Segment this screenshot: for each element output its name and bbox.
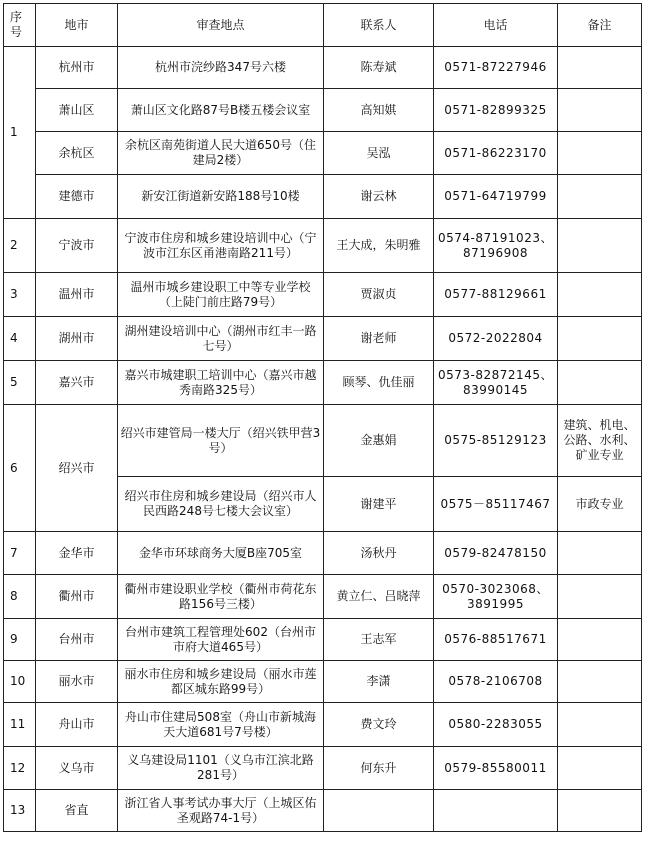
table-row — [4, 273, 642, 317]
remark-cell — [558, 317, 642, 361]
address-cell: 湖州建设培训中心（湖州市红丰一路七号） — [118, 317, 324, 361]
remark-cell — [558, 703, 642, 747]
contact-cell: 吴泓 — [324, 132, 434, 175]
seq-cell: 1 — [4, 47, 36, 219]
phone-cell: 0579-82478150 — [434, 532, 558, 575]
table-row — [4, 219, 642, 273]
phone-cell: 0575-85129123 — [434, 405, 558, 477]
address-cell: 台州市建筑工程管理处602（台州市市府大道465号） — [118, 619, 324, 661]
header-address: 审查地点 — [118, 4, 324, 47]
remark-cell — [558, 132, 642, 175]
city-cell: 建德市 — [36, 175, 118, 219]
remark-cell — [558, 361, 642, 405]
city-cell: 温州市 — [36, 273, 118, 317]
address-cell: 衢州市建设职业学校（衢州市荷花东路156号三楼） — [118, 575, 324, 619]
address-cell: 宁波市住房和城乡建设培训中心（宁波市江东区甬港南路211号） — [118, 219, 324, 273]
phone-cell — [434, 790, 558, 832]
phone-cell: 0574-87191023、87196908 — [434, 219, 558, 273]
table-row — [4, 361, 642, 405]
review-locations-table — [3, 3, 642, 832]
seq-cell: 5 — [4, 361, 36, 405]
remark-cell — [558, 661, 642, 703]
header-city: 地市 — [36, 4, 118, 47]
seq-cell: 4 — [4, 317, 36, 361]
seq-cell: 7 — [4, 532, 36, 575]
remark-cell — [558, 175, 642, 219]
city-cell: 宁波市 — [36, 219, 118, 273]
table-row — [4, 790, 642, 832]
contact-cell: 何东升 — [324, 747, 434, 790]
header-phone: 电话 — [434, 4, 558, 47]
phone-cell: 0577-88129661 — [434, 273, 558, 317]
table-row — [4, 405, 642, 477]
address-cell: 杭州市浣纱路347号六楼 — [118, 47, 324, 89]
city-cell: 台州市 — [36, 619, 118, 661]
city-cell: 舟山市 — [36, 703, 118, 747]
city-cell: 嘉兴市 — [36, 361, 118, 405]
city-cell: 丽水市 — [36, 661, 118, 703]
seq-cell: 11 — [4, 703, 36, 747]
table-row — [4, 317, 642, 361]
seq-cell: 3 — [4, 273, 36, 317]
header-seq: 序号 — [4, 4, 36, 47]
address-cell: 萧山区文化路87号B楼五楼会议室 — [118, 89, 324, 132]
address-cell: 浙江省人事考试办事大厅（上城区佑圣观路74-1号） — [118, 790, 324, 832]
table-row — [4, 132, 642, 175]
address-cell: 义乌建设局1101（义乌市江滨北路281号） — [118, 747, 324, 790]
phone-cell: 0576-88517671 — [434, 619, 558, 661]
seq-cell: 10 — [4, 661, 36, 703]
city-cell: 金华市 — [36, 532, 118, 575]
contact-cell: 高知娸 — [324, 89, 434, 132]
phone-cell: 0575－85117467 — [434, 477, 558, 532]
seq-cell: 8 — [4, 575, 36, 619]
remark-cell — [558, 790, 642, 832]
seq-cell: 2 — [4, 219, 36, 273]
city-cell: 杭州市 — [36, 47, 118, 89]
phone-cell: 0579-85580011 — [434, 747, 558, 790]
city-cell: 余杭区 — [36, 132, 118, 175]
contact-cell: 谢老师 — [324, 317, 434, 361]
phone-cell: 0570-3023068、3891995 — [434, 575, 558, 619]
remark-cell — [558, 47, 642, 89]
contact-cell: 谢建平 — [324, 477, 434, 532]
phone-cell: 0571-64719799 — [434, 175, 558, 219]
table-row — [4, 47, 642, 89]
address-cell: 金华市环球商务大厦B座705室 — [118, 532, 324, 575]
address-cell: 舟山市住建局508室（舟山市新城海天大道681号7号楼） — [118, 703, 324, 747]
contact-cell: 贾淑贞 — [324, 273, 434, 317]
remark-cell — [558, 575, 642, 619]
table-header-row — [4, 4, 642, 47]
remark-cell: 建筑、机电、公路、水利、矿业专业 — [558, 405, 642, 477]
table-row — [4, 703, 642, 747]
table-row — [4, 619, 642, 661]
city-cell: 萧山区 — [36, 89, 118, 132]
header-remark: 备注 — [558, 4, 642, 47]
phone-cell: 0571-87227946 — [434, 47, 558, 89]
remark-cell — [558, 273, 642, 317]
phone-cell: 0572-2022804 — [434, 317, 558, 361]
contact-cell: 王大成，朱明雅 — [324, 219, 434, 273]
contact-cell: 汤秋丹 — [324, 532, 434, 575]
city-cell: 义乌市 — [36, 747, 118, 790]
address-cell: 嘉兴市城建职工培训中心（嘉兴市越秀南路325号） — [118, 361, 324, 405]
address-cell: 绍兴市建管局一楼大厅（绍兴铁甲营3号） — [118, 405, 324, 477]
contact-cell: 金惠娟 — [324, 405, 434, 477]
seq-cell: 9 — [4, 619, 36, 661]
remark-cell — [558, 219, 642, 273]
phone-cell: 0571-86223170 — [434, 132, 558, 175]
contact-cell: 李潇 — [324, 661, 434, 703]
address-cell: 温州市城乡建设职工中等专业学校（上陡门前庄路79号） — [118, 273, 324, 317]
contact-cell: 费文玲 — [324, 703, 434, 747]
phone-cell: 0571-82899325 — [434, 89, 558, 132]
phone-cell: 0578-2106708 — [434, 661, 558, 703]
table-row — [4, 747, 642, 790]
contact-cell — [324, 790, 434, 832]
seq-cell: 6 — [4, 405, 36, 532]
table-row — [4, 89, 642, 132]
contact-cell: 顾琴、仇佳丽 — [324, 361, 434, 405]
phone-cell: 0580-2283055 — [434, 703, 558, 747]
seq-cell: 13 — [4, 790, 36, 832]
contact-cell: 王志军 — [324, 619, 434, 661]
city-cell: 省直 — [36, 790, 118, 832]
remark-cell — [558, 532, 642, 575]
city-cell: 衢州市 — [36, 575, 118, 619]
remark-cell — [558, 747, 642, 790]
seq-cell: 12 — [4, 747, 36, 790]
address-cell: 新安江街道新安路188号10楼 — [118, 175, 324, 219]
phone-cell: 0573-82872145、83990145 — [434, 361, 558, 405]
header-contact: 联系人 — [324, 4, 434, 47]
table-row — [4, 575, 642, 619]
address-cell: 余杭区南苑街道人民大道650号（住建局2楼） — [118, 132, 324, 175]
address-cell: 绍兴市住房和城乡建设局（绍兴市人民西路248号七楼大会议室） — [118, 477, 324, 532]
city-cell: 湖州市 — [36, 317, 118, 361]
table-row — [4, 661, 642, 703]
address-cell: 丽水市住房和城乡建设局（丽水市莲都区城东路99号） — [118, 661, 324, 703]
remark-cell — [558, 619, 642, 661]
table-row — [4, 175, 642, 219]
remark-cell — [558, 89, 642, 132]
contact-cell: 陈寿斌 — [324, 47, 434, 89]
contact-cell: 黄立仁、吕晓萍 — [324, 575, 434, 619]
table-row — [4, 532, 642, 575]
contact-cell: 谢云林 — [324, 175, 434, 219]
remark-cell: 市政专业 — [558, 477, 642, 532]
city-cell: 绍兴市 — [36, 405, 118, 532]
